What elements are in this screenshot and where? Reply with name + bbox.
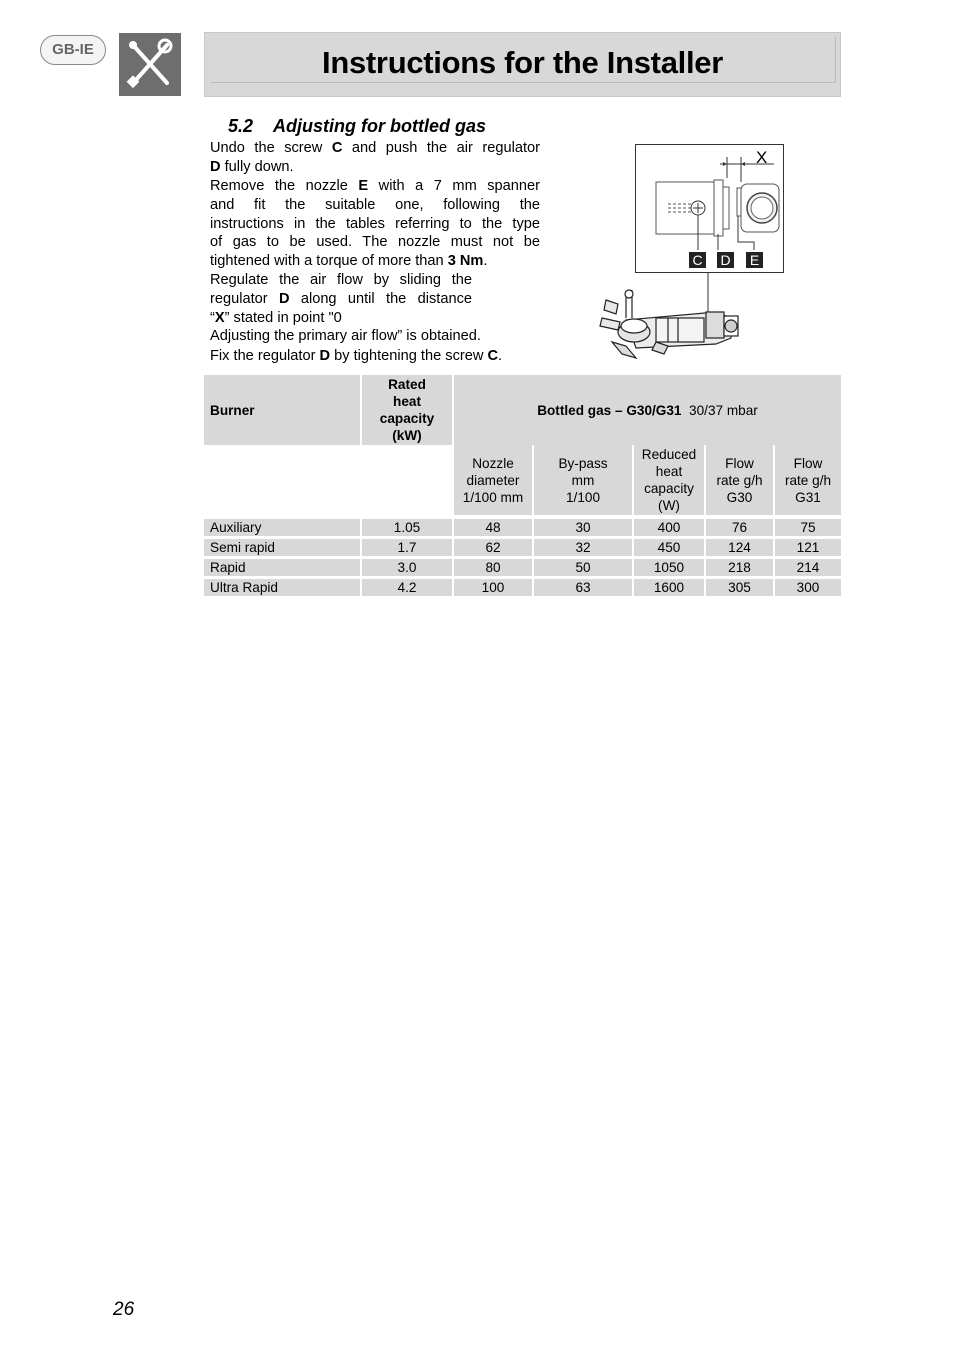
table-subheader-row (204, 445, 841, 515)
cell-g30: 124 (706, 536, 775, 556)
cell-rated: 4.2 (362, 576, 454, 596)
cell-nozzle: 80 (454, 556, 534, 576)
cell-reduced: 400 (634, 515, 706, 536)
bottled-gas-table (204, 375, 841, 596)
section-title (228, 116, 486, 137)
instruction-paragraph-3: Regulate the air flow by sliding the regulator D along until the distance “X” stated in point "0 Adjusting the primary air flow” is obtained. (210, 272, 481, 345)
table-header-row (204, 375, 841, 445)
table-row (204, 556, 841, 576)
cell-reduced: 1050 (634, 556, 706, 576)
air-regulator-diagram (596, 142, 792, 368)
header-burner: Burner (204, 375, 362, 445)
tools-icon (119, 33, 181, 96)
cell-g30: 218 (706, 556, 775, 576)
cell-burner: Ultra Rapid (204, 576, 362, 596)
cell-burner: Auxiliary (204, 515, 362, 536)
cell-rated: 3.0 (362, 556, 454, 576)
header-bottled-gas: Bottled gas – G30/G31 30/37 mbar (454, 375, 841, 445)
cell-bypass: 30 (534, 515, 634, 536)
subheader-nozzle-diameter: Nozzle diameter 1/100 mm (454, 445, 534, 515)
table-row (204, 536, 841, 556)
cell-burner: Rapid (204, 556, 362, 576)
cell-rated: 1.05 (362, 515, 454, 536)
page-number: 26 (113, 1299, 135, 1320)
cell-nozzle: 62 (454, 536, 534, 556)
cell-g31: 121 (775, 536, 841, 556)
cell-g30: 76 (706, 515, 775, 536)
cell-burner: Semi rapid (204, 536, 362, 556)
cell-bypass: 63 (534, 576, 634, 596)
label-d: D (720, 252, 731, 268)
cell-g30: 305 (706, 576, 775, 596)
section-number: 5.2 (228, 116, 254, 136)
cell-bypass: 32 (534, 536, 634, 556)
subheader-flow-rate-g31: Flow rate g/h G31 (775, 445, 841, 515)
subheader-flow-rate-g30: Flow rate g/h G30 (706, 445, 775, 515)
cell-g31: 75 (775, 515, 841, 536)
cell-g31: 300 (775, 576, 841, 596)
table-row (204, 515, 841, 536)
label-e: E (749, 252, 760, 268)
dimension-x-label: X (756, 148, 768, 167)
cell-rated: 1.7 (362, 536, 454, 556)
cell-bypass: 50 (534, 556, 634, 576)
label-c: C (692, 252, 703, 268)
table-row (204, 576, 841, 596)
instruction-paragraph-4: Fix the regulator D by tightening the screw C. (210, 348, 503, 364)
language-badge: GB-IE (40, 35, 106, 65)
cell-reduced: 1600 (634, 576, 706, 596)
section-heading: Adjusting for bottled gas (273, 116, 486, 136)
cell-nozzle: 48 (454, 515, 534, 536)
page-title: Instructions for the Installer (322, 45, 723, 80)
cell-reduced: 450 (634, 536, 706, 556)
cell-nozzle: 100 (454, 576, 534, 596)
instruction-paragraph-1: Undo the screw C and push the air regulator D fully down. (210, 140, 540, 175)
subheader-reduced-heat-capacity: Reduced heat capacity (W) (634, 445, 706, 515)
instruction-paragraph-2: Remove the nozzle E with a 7 mm spanner and fit the suitable one, following the instructions in the tables referring to the type of gas to be used. The nozzle must not be tightened with a torque of more than 3 Nm. (210, 178, 540, 270)
header-rated-heat-capacity: Rated heat capacity (kW) (362, 375, 454, 445)
cell-g31: 214 (775, 556, 841, 576)
subheader-bypass: By-pass mm 1/100 (534, 445, 634, 515)
header-bar (204, 32, 841, 97)
